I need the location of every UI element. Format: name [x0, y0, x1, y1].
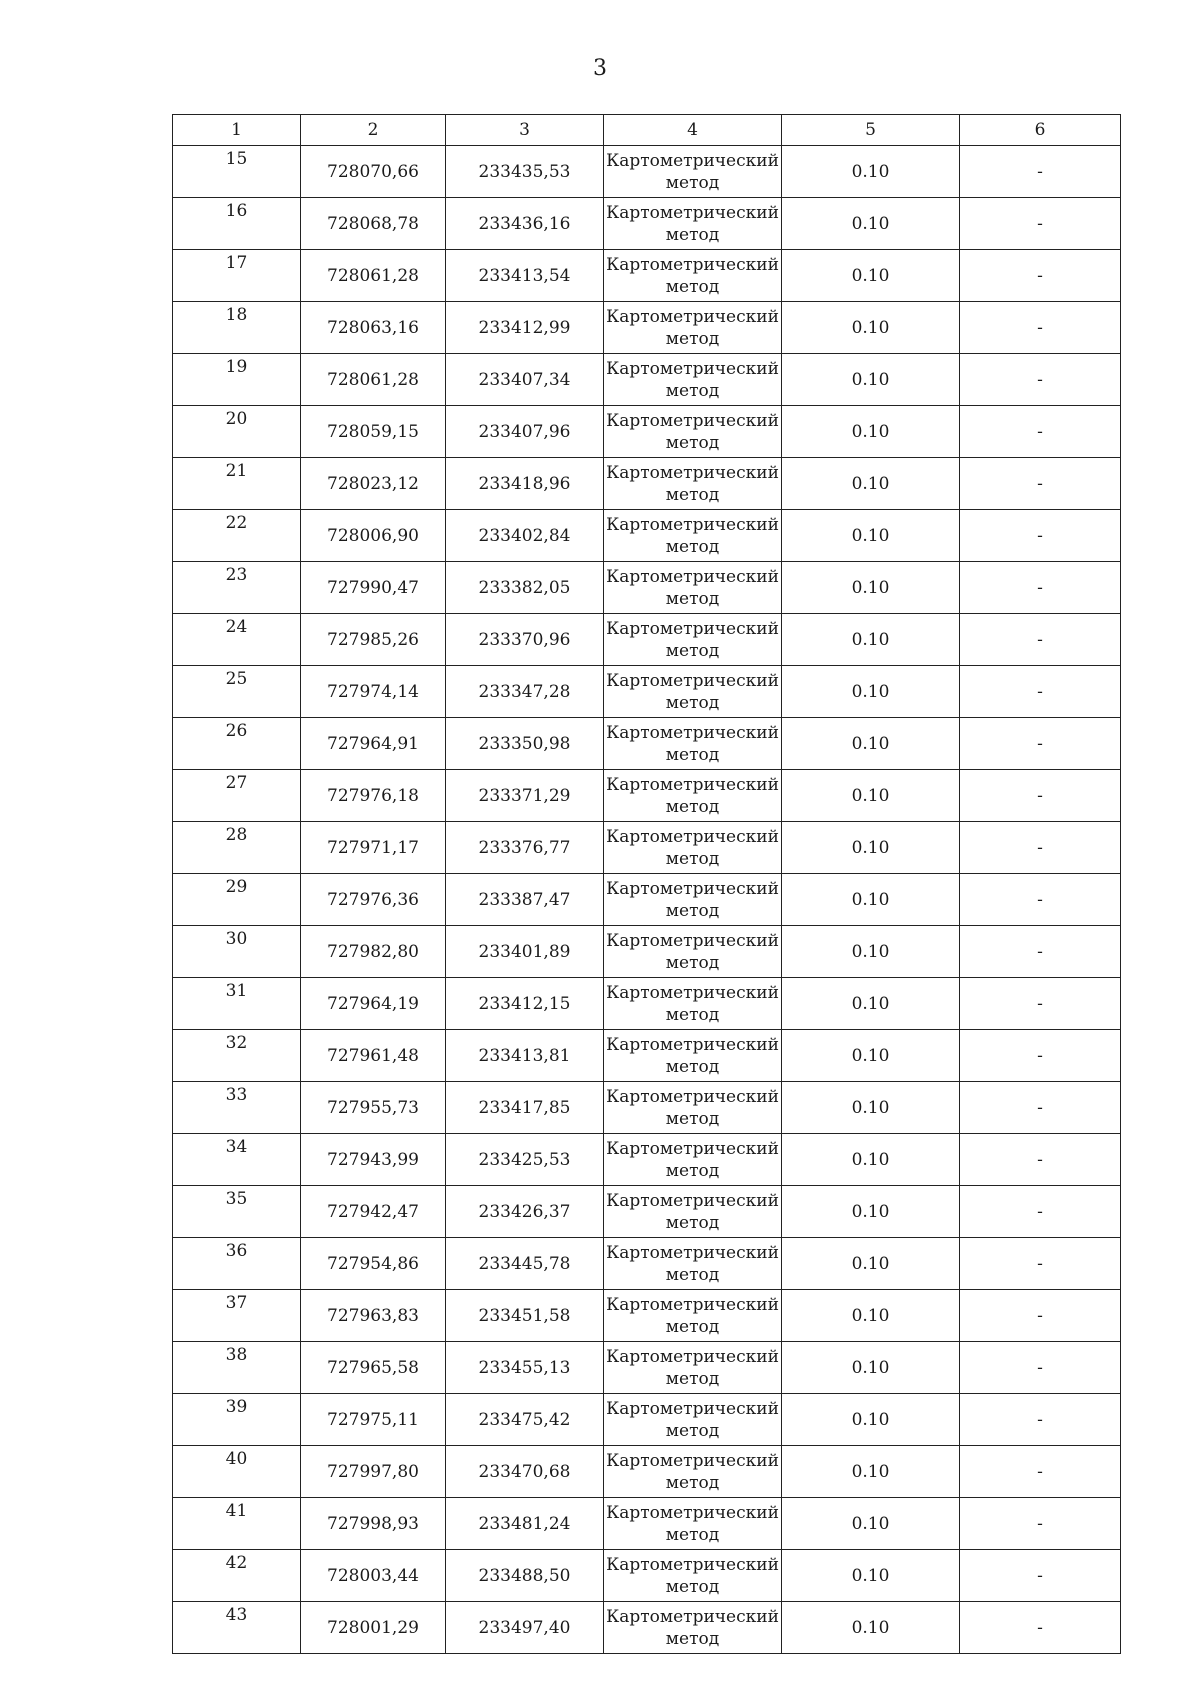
x-coordinate-cell: 728061,28: [301, 250, 446, 302]
table-row: [173, 1030, 1121, 1082]
method-cell: Картометрический метод: [604, 250, 782, 302]
method-cell: Картометрический метод: [604, 1550, 782, 1602]
accuracy-cell: 0.10: [782, 666, 960, 718]
point-number-cell: 42: [173, 1550, 301, 1602]
point-number-cell: 22: [173, 510, 301, 562]
point-number-cell: 23: [173, 562, 301, 614]
x-coordinate-cell: 728068,78: [301, 198, 446, 250]
description-cell: -: [960, 1446, 1121, 1498]
accuracy-cell: 0.10: [782, 614, 960, 666]
x-coordinate-cell: 727943,99: [301, 1134, 446, 1186]
y-coordinate-cell: 233407,34: [446, 354, 604, 406]
point-number-cell: 25: [173, 666, 301, 718]
method-cell: Картометрический метод: [604, 1498, 782, 1550]
table-row: [173, 458, 1121, 510]
table-header-row: [173, 115, 1121, 146]
point-number-cell: 18: [173, 302, 301, 354]
accuracy-cell: 0.10: [782, 406, 960, 458]
table-row: [173, 666, 1121, 718]
method-cell: Картометрический метод: [604, 354, 782, 406]
point-number-cell: 38: [173, 1342, 301, 1394]
y-coordinate-cell: 233445,78: [446, 1238, 604, 1290]
y-coordinate-cell: 233435,53: [446, 146, 604, 198]
y-coordinate-cell: 233488,50: [446, 1550, 604, 1602]
column-header-1: 1: [173, 115, 301, 146]
point-number-cell: 35: [173, 1186, 301, 1238]
y-coordinate-cell: 233412,99: [446, 302, 604, 354]
y-coordinate-cell: 233402,84: [446, 510, 604, 562]
y-coordinate-cell: 233407,96: [446, 406, 604, 458]
description-cell: -: [960, 1342, 1121, 1394]
method-cell: Картометрический метод: [604, 1446, 782, 1498]
description-cell: -: [960, 1550, 1121, 1602]
description-cell: -: [960, 978, 1121, 1030]
description-cell: -: [960, 822, 1121, 874]
table-row: [173, 1394, 1121, 1446]
y-coordinate-cell: 233425,53: [446, 1134, 604, 1186]
method-cell: Картометрический метод: [604, 458, 782, 510]
y-coordinate-cell: 233412,15: [446, 978, 604, 1030]
description-cell: -: [960, 250, 1121, 302]
point-number-cell: 19: [173, 354, 301, 406]
accuracy-cell: 0.10: [782, 250, 960, 302]
x-coordinate-cell: 727975,11: [301, 1394, 446, 1446]
column-header-4: 4: [604, 115, 782, 146]
point-number-cell: 30: [173, 926, 301, 978]
method-cell: Картометрический метод: [604, 978, 782, 1030]
table-row: [173, 1498, 1121, 1550]
point-number-cell: 34: [173, 1134, 301, 1186]
table-row: [173, 1342, 1121, 1394]
y-coordinate-cell: 233436,16: [446, 198, 604, 250]
y-coordinate-cell: 233371,29: [446, 770, 604, 822]
point-number-cell: 41: [173, 1498, 301, 1550]
accuracy-cell: 0.10: [782, 1342, 960, 1394]
y-coordinate-cell: 233376,77: [446, 822, 604, 874]
point-number-cell: 43: [173, 1602, 301, 1654]
point-number-cell: 33: [173, 1082, 301, 1134]
point-number-cell: 20: [173, 406, 301, 458]
accuracy-cell: 0.10: [782, 1602, 960, 1654]
table-row: [173, 1186, 1121, 1238]
method-cell: Картометрический метод: [604, 926, 782, 978]
accuracy-cell: 0.10: [782, 978, 960, 1030]
description-cell: -: [960, 874, 1121, 926]
point-number-cell: 17: [173, 250, 301, 302]
table-row: [173, 770, 1121, 822]
y-coordinate-cell: 233418,96: [446, 458, 604, 510]
description-cell: -: [960, 198, 1121, 250]
x-coordinate-cell: 727971,17: [301, 822, 446, 874]
x-coordinate-cell: 727985,26: [301, 614, 446, 666]
description-cell: -: [960, 1134, 1121, 1186]
description-cell: -: [960, 1498, 1121, 1550]
point-number-cell: 39: [173, 1394, 301, 1446]
accuracy-cell: 0.10: [782, 458, 960, 510]
point-number-cell: 15: [173, 146, 301, 198]
point-number-cell: 29: [173, 874, 301, 926]
method-cell: Картометрический метод: [604, 1290, 782, 1342]
method-cell: Картометрический метод: [604, 770, 782, 822]
accuracy-cell: 0.10: [782, 770, 960, 822]
accuracy-cell: 0.10: [782, 1394, 960, 1446]
description-cell: -: [960, 1030, 1121, 1082]
description-cell: -: [960, 406, 1121, 458]
accuracy-cell: 0.10: [782, 1134, 960, 1186]
x-coordinate-cell: 727964,91: [301, 718, 446, 770]
x-coordinate-cell: 727961,48: [301, 1030, 446, 1082]
y-coordinate-cell: 233382,05: [446, 562, 604, 614]
x-coordinate-cell: 728061,28: [301, 354, 446, 406]
y-coordinate-cell: 233497,40: [446, 1602, 604, 1654]
x-coordinate-cell: 727990,47: [301, 562, 446, 614]
accuracy-cell: 0.10: [782, 822, 960, 874]
table-row: [173, 1082, 1121, 1134]
method-cell: Картометрический метод: [604, 302, 782, 354]
method-cell: Картометрический метод: [604, 406, 782, 458]
point-number-cell: 37: [173, 1290, 301, 1342]
table-row: [173, 198, 1121, 250]
description-cell: -: [960, 666, 1121, 718]
accuracy-cell: 0.10: [782, 302, 960, 354]
table-row: [173, 1238, 1121, 1290]
method-cell: Картометрический метод: [604, 666, 782, 718]
x-coordinate-cell: 727942,47: [301, 1186, 446, 1238]
point-number-cell: 36: [173, 1238, 301, 1290]
accuracy-cell: 0.10: [782, 1498, 960, 1550]
method-cell: Картометрический метод: [604, 1082, 782, 1134]
description-cell: -: [960, 510, 1121, 562]
method-cell: Картометрический метод: [604, 614, 782, 666]
x-coordinate-cell: 728001,29: [301, 1602, 446, 1654]
description-cell: -: [960, 614, 1121, 666]
x-coordinate-cell: 728006,90: [301, 510, 446, 562]
description-cell: -: [960, 562, 1121, 614]
accuracy-cell: 0.10: [782, 874, 960, 926]
table-row: [173, 302, 1121, 354]
description-cell: -: [960, 718, 1121, 770]
description-cell: -: [960, 1602, 1121, 1654]
y-coordinate-cell: 233350,98: [446, 718, 604, 770]
table-row: [173, 718, 1121, 770]
description-cell: -: [960, 146, 1121, 198]
x-coordinate-cell: 728070,66: [301, 146, 446, 198]
description-cell: -: [960, 302, 1121, 354]
x-coordinate-cell: 727976,36: [301, 874, 446, 926]
table-row: [173, 614, 1121, 666]
x-coordinate-cell: 728063,16: [301, 302, 446, 354]
x-coordinate-cell: 727964,19: [301, 978, 446, 1030]
table-row: [173, 1550, 1121, 1602]
y-coordinate-cell: 233401,89: [446, 926, 604, 978]
point-number-cell: 28: [173, 822, 301, 874]
table-row: [173, 1602, 1121, 1654]
y-coordinate-cell: 233417,85: [446, 1082, 604, 1134]
x-coordinate-cell: 728003,44: [301, 1550, 446, 1602]
accuracy-cell: 0.10: [782, 1238, 960, 1290]
y-coordinate-cell: 233481,24: [446, 1498, 604, 1550]
table-row: [173, 874, 1121, 926]
point-number-cell: 26: [173, 718, 301, 770]
method-cell: Картометрический метод: [604, 822, 782, 874]
method-cell: Картометрический метод: [604, 718, 782, 770]
accuracy-cell: 0.10: [782, 510, 960, 562]
accuracy-cell: 0.10: [782, 146, 960, 198]
column-header-6: 6: [960, 115, 1121, 146]
column-header-2: 2: [301, 115, 446, 146]
y-coordinate-cell: 233455,13: [446, 1342, 604, 1394]
description-cell: -: [960, 770, 1121, 822]
method-cell: Картометрический метод: [604, 1394, 782, 1446]
description-cell: -: [960, 1186, 1121, 1238]
accuracy-cell: 0.10: [782, 718, 960, 770]
table-row: [173, 510, 1121, 562]
table-body: [173, 146, 1121, 1654]
x-coordinate-cell: 727963,83: [301, 1290, 446, 1342]
x-coordinate-cell: 727955,73: [301, 1082, 446, 1134]
point-number-cell: 16: [173, 198, 301, 250]
x-coordinate-cell: 727965,58: [301, 1342, 446, 1394]
x-coordinate-cell: 727997,80: [301, 1446, 446, 1498]
accuracy-cell: 0.10: [782, 1030, 960, 1082]
accuracy-cell: 0.10: [782, 1446, 960, 1498]
method-cell: Картометрический метод: [604, 198, 782, 250]
y-coordinate-cell: 233347,28: [446, 666, 604, 718]
y-coordinate-cell: 233426,37: [446, 1186, 604, 1238]
table-row: [173, 146, 1121, 198]
method-cell: Картометрический метод: [604, 874, 782, 926]
method-cell: Картометрический метод: [604, 1134, 782, 1186]
table-row: [173, 1290, 1121, 1342]
description-cell: -: [960, 354, 1121, 406]
description-cell: -: [960, 1290, 1121, 1342]
table-row: [173, 926, 1121, 978]
table-row: [173, 1134, 1121, 1186]
y-coordinate-cell: 233470,68: [446, 1446, 604, 1498]
x-coordinate-cell: 727976,18: [301, 770, 446, 822]
x-coordinate-cell: 727974,14: [301, 666, 446, 718]
method-cell: Картометрический метод: [604, 562, 782, 614]
y-coordinate-cell: 233387,47: [446, 874, 604, 926]
accuracy-cell: 0.10: [782, 1186, 960, 1238]
point-number-cell: 27: [173, 770, 301, 822]
column-header-3: 3: [446, 115, 604, 146]
x-coordinate-cell: 728023,12: [301, 458, 446, 510]
accuracy-cell: 0.10: [782, 198, 960, 250]
method-cell: Картометрический метод: [604, 1602, 782, 1654]
accuracy-cell: 0.10: [782, 562, 960, 614]
y-coordinate-cell: 233370,96: [446, 614, 604, 666]
point-number-cell: 32: [173, 1030, 301, 1082]
y-coordinate-cell: 233413,54: [446, 250, 604, 302]
x-coordinate-cell: 727954,86: [301, 1238, 446, 1290]
x-coordinate-cell: 727998,93: [301, 1498, 446, 1550]
description-cell: -: [960, 1394, 1121, 1446]
accuracy-cell: 0.10: [782, 926, 960, 978]
x-coordinate-cell: 728059,15: [301, 406, 446, 458]
accuracy-cell: 0.10: [782, 1082, 960, 1134]
point-number-cell: 21: [173, 458, 301, 510]
table-row: [173, 406, 1121, 458]
y-coordinate-cell: 233475,42: [446, 1394, 604, 1446]
point-number-cell: 40: [173, 1446, 301, 1498]
method-cell: Картометрический метод: [604, 1186, 782, 1238]
x-coordinate-cell: 727982,80: [301, 926, 446, 978]
accuracy-cell: 0.10: [782, 1550, 960, 1602]
accuracy-cell: 0.10: [782, 354, 960, 406]
point-number-cell: 31: [173, 978, 301, 1030]
table-row: [173, 978, 1121, 1030]
method-cell: Картометрический метод: [604, 1238, 782, 1290]
table-row: [173, 1446, 1121, 1498]
table-row: [173, 354, 1121, 406]
method-cell: Картометрический метод: [604, 1030, 782, 1082]
method-cell: Картометрический метод: [604, 146, 782, 198]
y-coordinate-cell: 233451,58: [446, 1290, 604, 1342]
accuracy-cell: 0.10: [782, 1290, 960, 1342]
coordinates-table: [172, 114, 1121, 1654]
method-cell: Картометрический метод: [604, 510, 782, 562]
page-number: 3: [593, 56, 607, 81]
description-cell: -: [960, 1238, 1121, 1290]
method-cell: Картометрический метод: [604, 1342, 782, 1394]
column-header-5: 5: [782, 115, 960, 146]
description-cell: -: [960, 926, 1121, 978]
point-number-cell: 24: [173, 614, 301, 666]
table-row: [173, 250, 1121, 302]
y-coordinate-cell: 233413,81: [446, 1030, 604, 1082]
description-cell: -: [960, 1082, 1121, 1134]
description-cell: -: [960, 458, 1121, 510]
table-row: [173, 562, 1121, 614]
table-row: [173, 822, 1121, 874]
